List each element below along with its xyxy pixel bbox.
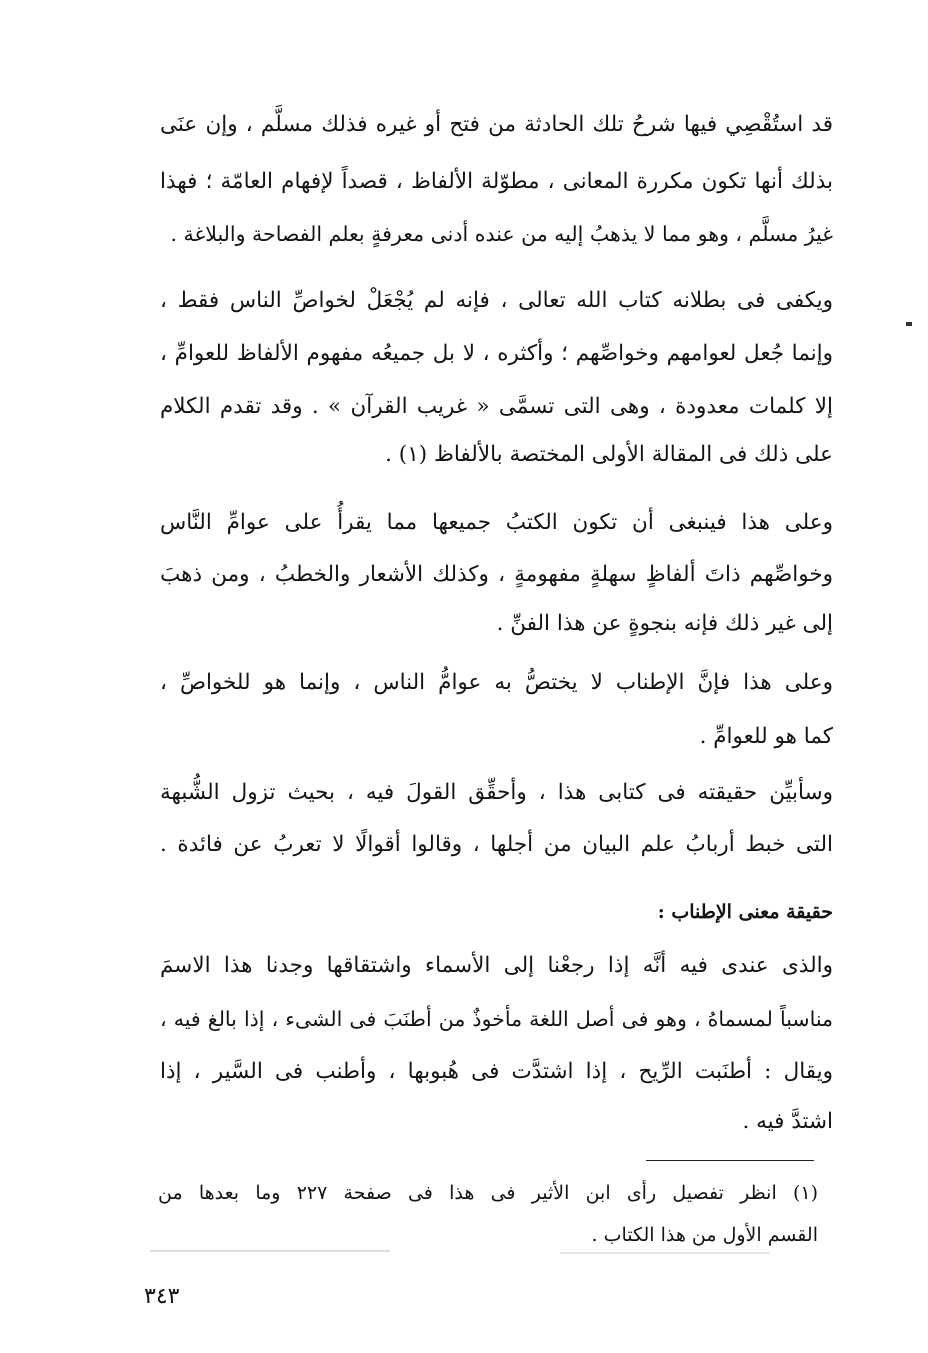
margin-mark	[906, 322, 912, 326]
body-line: اشتدَّ فيه .	[742, 1109, 833, 1134]
body-line: وعلى هذا فينبغى أن تكون الكتبُ جميعها مما يقرأُ على عوامِّ النَّاس	[160, 510, 833, 535]
footnote-line: القسم الأول من هذا الكتاب .	[591, 1224, 818, 1246]
body-line: ويقال : أطنَبت الرِّيح ، إذا اشتدَّت فى هُبوبها ، وأطنب فى السَّير ، إذا	[160, 1059, 833, 1084]
page-number: ٣٤٣	[144, 1284, 180, 1309]
body-line: غيرُ مسلَّم ، وهو مما لا يذهبُ إليه من عنده أدنى معرفةٍ بعلم الفصاحة والبلاغة .	[170, 222, 833, 246]
footnote-line: (١) انظر تفصيل رأى ابن الأثير فى هذا فى صفحة ٢٢٧ وما بعدها من	[158, 1182, 818, 1204]
body-line: وعلى هذا فإنَّ الإطناب لا يختصُّ به عوامُّ الناس ، وإنما هو للخواصِّ ،	[160, 670, 833, 695]
scan-speck	[150, 1250, 390, 1252]
body-line: إلا كلمات معدودة ، وهى التى تسمَّى « غريب القرآن » . وقد تقدم الكلام	[160, 394, 833, 419]
body-line: ويكفى فى بطلانه كتاب الله تعالى ، فإنه لم يُجْعَلْ لخواصِّ الناس فقط ،	[160, 288, 833, 313]
body-line: وخواصِّهم ذاتَ ألفاظٍ سهلةٍ مفهومةٍ ، وكذلك الأشعار والخطبُ ، ومن ذهبَ	[160, 562, 833, 587]
body-line: إلى غير ذلك فإنه بنجوةٍ عن هذا الفنِّ .	[496, 611, 833, 636]
body-line: قد استُقْصِي فيها شرحُ تلك الحادثة من فتح أو غيره فذلك مسلَّم ، وإن عنَى	[160, 112, 833, 137]
body-line: والذى عندى فيه أنَّه إذا رجعْنا إلى الأسماء واشتقاقها وجدنا هذا الاسمَ	[160, 953, 833, 978]
body-line: على ذلك فى المقالة الأولى المختصة بالألفاظ (١) .	[385, 442, 833, 467]
scan-speck	[560, 1252, 770, 1254]
body-line: وإنما جُعل لعوامهم وخواصِّهم ؛ وأكثره ، لا بل جميعُه مفهوم الألفاظ للعوامِّ ،	[160, 341, 833, 366]
body-line: كما هو للعوامِّ .	[699, 724, 833, 749]
section-heading: حقيقة معنى الإطناب :	[657, 901, 833, 923]
body-line: مناسباً لمسماهُ ، وهو فى أصل اللغة مأخوذٌ من أطنَبَ فى الشىء ، إذا بالغ فيه ،	[160, 1007, 833, 1031]
body-line: وسأبيِّن حقيقته فى كتابى هذا ، وأحقِّق القولَ فيه ، بحيث تزول الشُّبهة	[160, 780, 833, 805]
body-line: التى خبط أربابُ علم البيان من أجلها ، وقالوا أقوالًا لا تعربُ عن فائدة .	[160, 832, 833, 857]
body-line: بذلك أنها تكون مكررة المعانى ، مطوّلة الألفاظ ، قصداً لإفهام العامّة ؛ فهذا	[160, 169, 833, 194]
footnote-separator	[646, 1160, 814, 1161]
